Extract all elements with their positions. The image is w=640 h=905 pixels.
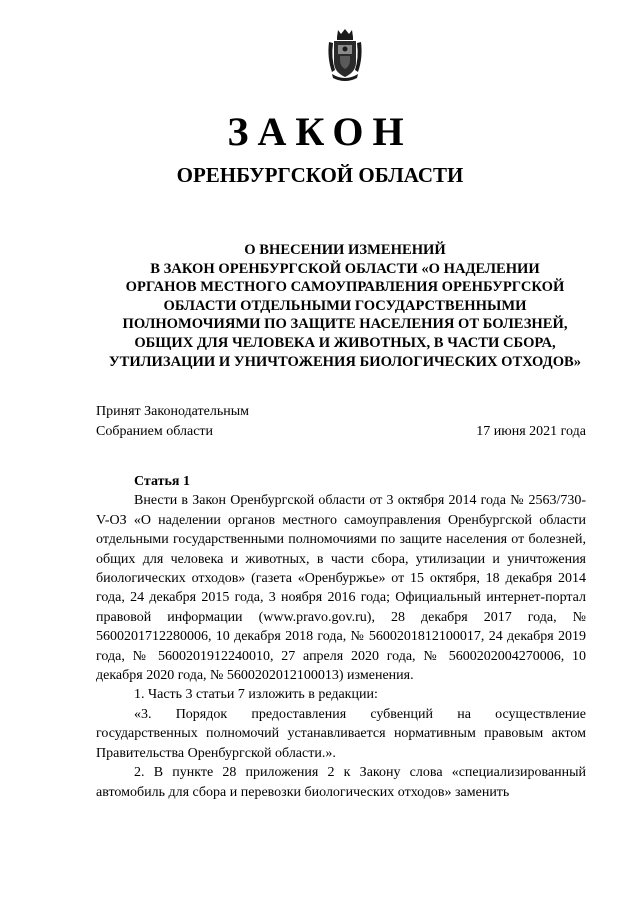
article-body [96,472,586,802]
heading-line: УТИЛИЗАЦИИ И УНИЧТОЖЕНИЯ БИОЛОГИЧЕСКИХ ОТХОДОВ» [108,353,582,370]
adoption-line-1: Принят Законодательным [96,404,249,419]
heading-line: ОБЩИХ ДЛЯ ЧЕЛОВЕКА И ЖИВОТНЫХ, В ЧАСТИ СБОРА, [134,334,556,351]
document-title: ЗАКОН [227,109,413,154]
article-paragraph: 2. В пункте 28 приложения 2 к Закону слова «специализированный автомобиль для сбора и перевозки биологических отходов» заменить [96,765,586,800]
coat-of-arms-emblem [326,28,364,82]
article-paragraph: Внести в Закон Оренбургской области от 3 октября 2014 года № 2563/730-V-ОЗ «О наделении органов местного самоуправления Оренбургской области отдельными государственными полномочиями по защите населения от болезней, общих для человека и животных, в части сбора, утилизации и уничтожения биологических отходов» (газета «Оренбуржье» от 15 октября, 18 декабря 2014 года, 24 декабря 2015 года, 3 ноября 2016 года; Официальный интернет-портал правовой информации (www.pravo.gov.ru), 28 декабря 2017 года, № 5600201712280006, 10 декабря 2018 года, № 5600201812100017, 24 декабря 2019 года, № 5600201912240010, 27 апреля 2020 года, № 5600202004270006, 10 декабря 2020 года, № 5600202012100013) изменения. [96,493,586,684]
article-title: Статья 1 [134,474,190,489]
heading-line: О ВНЕСЕНИИ ИЗМЕНЕНИЙ [244,242,446,258]
document-subtitle: ОРЕНБУРГСКОЙ ОБЛАСТИ [176,163,464,187]
heading-line: ПОЛНОМОЧИЯМИ ПО ЗАЩИТЕ НАСЕЛЕНИЯ ОТ БОЛЕЗНЕЙ, [122,316,568,333]
heading-line: ОРГАНОВ МЕСТНОГО САМОУПРАВЛЕНИЯ ОРЕНБУРГСКОЙ [125,279,565,296]
heading-line: ОБЛАСТИ ОТДЕЛЬНЫМИ ГОСУДАРСТВЕННЫМИ [163,297,527,314]
adoption-line-2: Собранием области [96,424,214,439]
adoption-date: 17 июня 2021 года [476,424,586,439]
article-paragraph: «3. Порядок предоставления субвенций на осуществление государственных полномочий устанавливается нормативным правовым актом Правительства Оренбургской области.». [96,706,586,761]
adoption-note [96,402,249,442]
article-paragraph: 1. Часть 3 статьи 7 изложить в редакции: [134,687,378,703]
heading-line: В ЗАКОН ОРЕНБУРГСКОЙ ОБЛАСТИ «О НАДЕЛЕНИИ [150,260,540,277]
law-heading [95,241,595,371]
